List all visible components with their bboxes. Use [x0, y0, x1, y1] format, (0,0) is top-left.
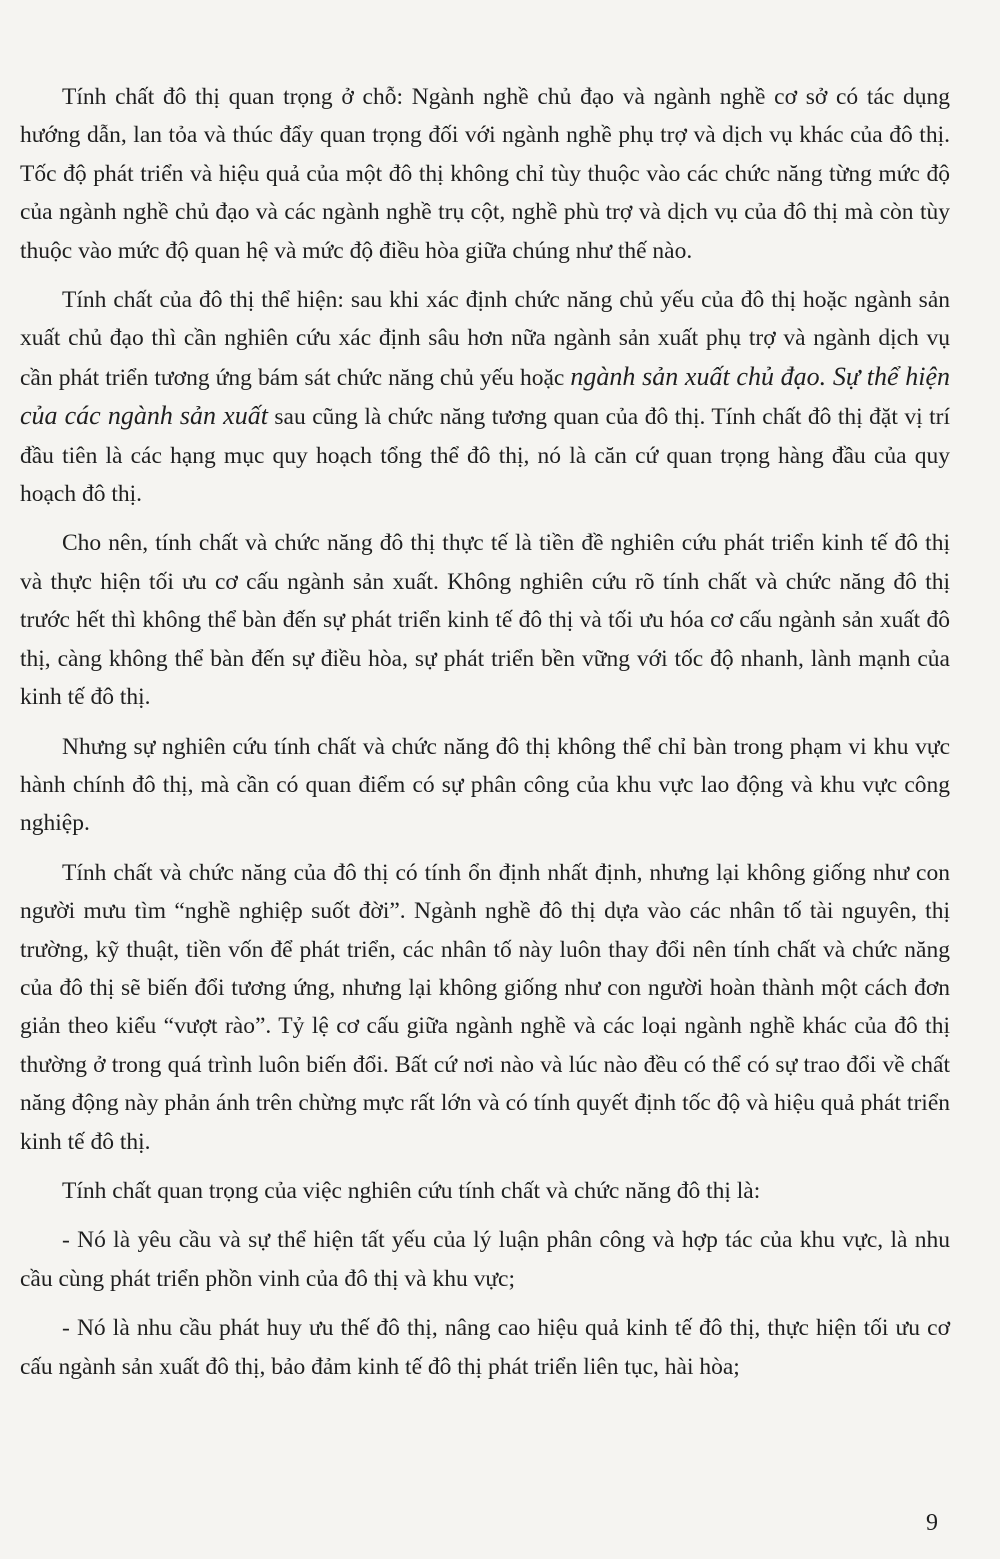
paragraph-premise-of-research: Cho nên, tính chất và chức năng đô thị thực tế là tiền đề nghiên cứu phát triển kinh tế đô thị và thực hiện tối ưu cơ cấu ngành sản xuất. Không nghiên cứu rõ tính chất và chức năng đô thị trước hết thì không thể bàn đến sự phát triển kinh tế đô thị và tối ưu hóa cơ cấu ngành sản xuất đô thị, càng không thể bàn đến sự điều hòa, sự phát triển bền vững với tốc độ nhanh, lành mạnh của kinh tế đô thị.: [20, 530, 950, 711]
paragraph-urban-character-expression: [20, 281, 950, 513]
paragraph-urban-character-importance: Tính chất đô thị quan trọng ở chỗ: Ngành nghề chủ đạo và ngành nghề cơ sở có tác dụng hướng dẫn, lan tỏa và thúc đẩy quan trọng đối với ngành nghề phụ trợ và dịch vụ khác của đô thị. Tốc độ phát triển và hiệu quả của một đô thị không chỉ tùy thuộc vào các chức năng từng mức độ của ngành nghề chủ đạo và các ngành nghề trụ cột, nghề phù trợ và dịch vụ của đô thị mà còn tùy thuộc vào mức độ quan hệ và mức độ điều hòa giữa chúng như thế nào.: [20, 84, 950, 264]
page-number: 9: [926, 1510, 938, 1536]
paragraph-research-importance: Tính chất quan trọng của việc nghiên cứu tính chất và chức năng đô thị là:: [62, 1177, 761, 1204]
list-item-urban-advantage: - Nó là nhu cầu phát huy ưu thế đô thị, nâng cao hiệu quả kinh tế đô thị, thực hiện tối ưu cơ cấu ngành sản xuất đô thị, bảo đảm kinh tế đô thị phát triển liên tục, hài hòa;: [20, 1315, 950, 1380]
list-item-regional-cooperation: - Nó là yêu cầu và sự thể hiện tất yếu của lý luận phân công và hợp tác của khu vực, là nhu cầu cùng phát triển phồn vinh của đô thị và khu vực;: [20, 1227, 950, 1292]
paragraph-text-part: Tính chất của đô thị thể hiện: sau khi xác định chức năng chủ yếu của đô thị hoặc ngành sản xuất chủ đạo thì cần nghiên cứu xác định sâu hơn nữa ngành sản xuất phụ trợ và ngành dịch vụ cần phát triển tương ứng bám sát chức năng chủ yếu hoặc: [20, 287, 950, 391]
paragraph-stability-and-change: Tính chất và chức năng của đô thị có tính ổn định nhất định, nhưng lại không giống như con người mưu tìm “nghề nghiệp suốt đời”. Ngành nghề đô thị dựa vào các nhân tố tài nguyên, thị trường, kỹ thuật, tiền vốn để phát triển, các nhân tố này luôn thay đổi nên tính chất và chức năng của đô thị sẽ biến đổi tương ứng, nhưng lại không giống như con người hoàn thành một cách đơn giản theo kiểu “vượt rào”. Tỷ lệ cơ cấu giữa ngành nghề và các loại ngành nghề khác của đô thị thường ở trong quá trình luôn biến đổi. Bất cứ nơi nào và lúc nào đều có thể có sự trao đổi về chất năng động này phản ánh trên chừng mực rất lớn và có tính quyết định tốc độ và hiệu quả phát triển kinh tế đô thị.: [20, 859, 950, 1155]
italic-text-run: ngành sản xuất chủ đạo. Sự thể hiện của các ngành sản xuất: [20, 361, 950, 431]
paragraph-regional-perspective: Nhưng sự nghiên cứu tính chất và chức năng đô thị không thể chỉ bàn trong phạm vi khu vực hành chính đô thị, mà cần có quan điểm có sự phân công của khu vực lao động và khu vực công nghiệp.: [20, 733, 950, 837]
paragraph-text-part: sau cũng là chức năng tương quan của đô thị. Tính chất đô thị đặt vị trí đầu tiên là các hạng mục quy hoạch tổng thể đô thị, nó là căn cứ quan trọng hàng đầu của quy hoạch đô thị.: [20, 404, 950, 508]
